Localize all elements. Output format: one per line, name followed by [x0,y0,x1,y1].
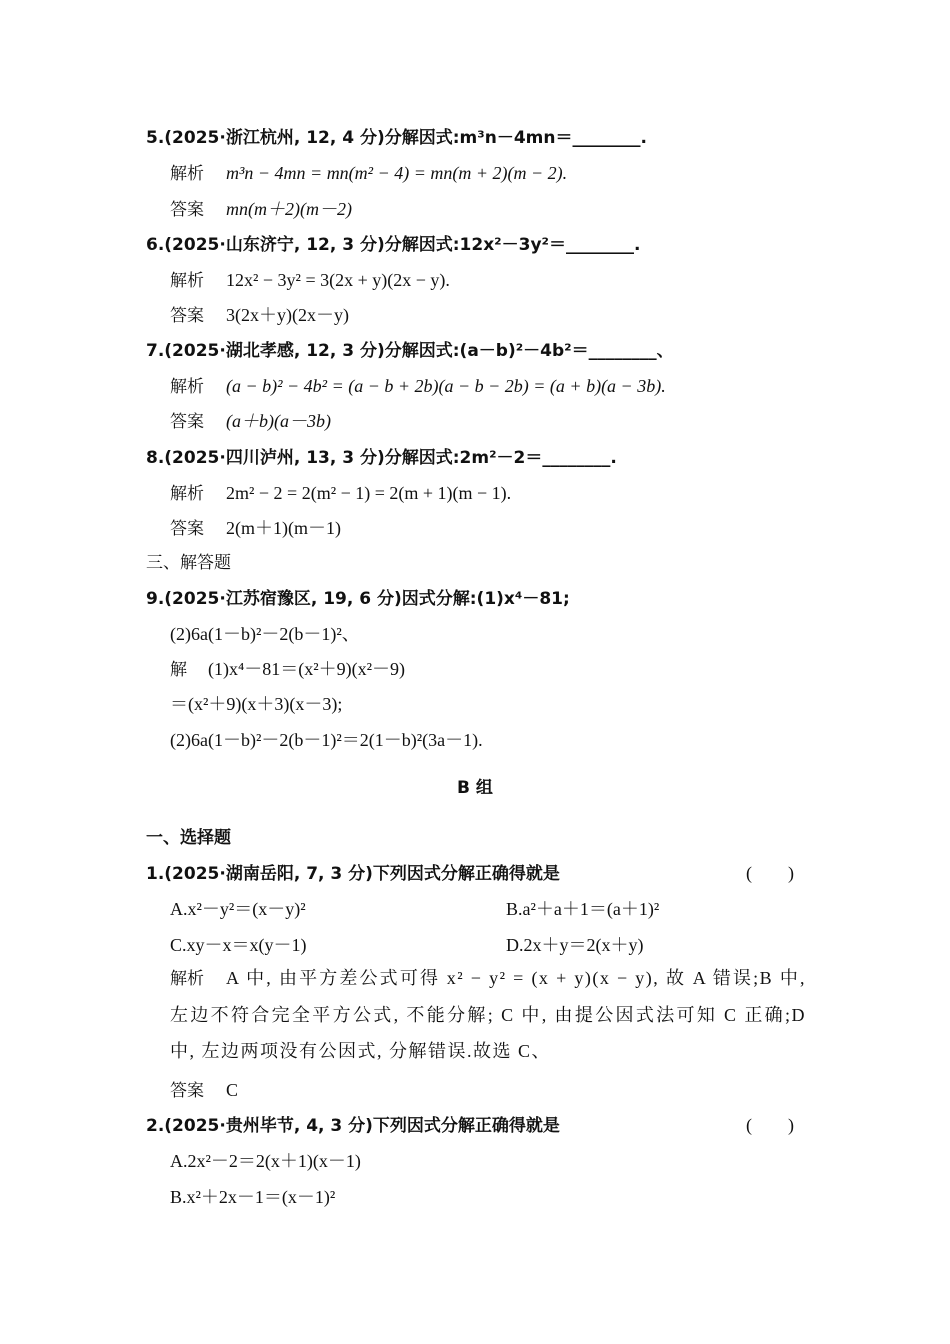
q5-analysis-label: 解析 [170,164,204,184]
b-q1-answer [170,1078,238,1103]
q7-head [146,338,674,363]
b-q1-answer-label: 答案 [170,1081,204,1101]
b-q1-answer-text: C [226,1080,239,1100]
q5-analysis-text: m³n − 4mn = mn(m² − 4) = mn(m + 2)(m − 2). [226,163,568,183]
q6-answer [170,303,349,328]
q5-head-text: 5.(2025·浙江杭州, 12, 4 分)分解因式:m³n－4mn＝________. [146,128,647,148]
q7-analysis-label: 解析 [170,377,204,397]
q9-solution-label: 解 [170,660,187,680]
q6-analysis [170,268,450,293]
q8-analysis-label: 解析 [170,484,204,504]
q5-head [146,125,647,150]
b-q1-analysis-text: A 中, 由平方差公式可得 x² − y² = (x + y)(x − y), 故 A 错误;B 中, 左边不符合完全平方公式, 不能分解; C 中, 由提公因式法可知 C 正确;D 中, 左边两项没有公因式, 分解错误.故选 C、 [170,968,806,1061]
q8-analysis [170,481,511,506]
q9-solution [170,657,405,682]
q6-answer-label: 答案 [170,306,204,326]
b-q2-head [146,1113,560,1138]
q7-answer-text: (a＋b)(a－3b) [226,411,331,431]
b-q1-answer-bracket: ( ) [746,863,794,883]
section1-title: 一、选择题 [146,828,231,848]
b-q1-option-b[interactable]: B.a²＋a＋1＝(a＋1)² [506,899,660,919]
q7-analysis-text: (a − b)² − 4b² = (a − b + 2b)(a − b − 2b) = (a + b)(a − 3b). [226,376,666,396]
q5-answer [170,197,352,222]
b-q1-option-d[interactable]: D.2x＋y＝2(x＋y) [506,935,644,955]
q6-analysis-text: 12x² − 3y² = 3(2x + y)(2x − y). [226,270,450,290]
q8-head-text: 8.(2025·四川泸州, 13, 3 分)分解因式:2m²－2＝________. [146,448,617,468]
q8-answer-label: 答案 [170,519,204,539]
section3-title: 三、解答题 [146,553,231,573]
q5-answer-text: mn(m＋2)(m－2) [226,199,352,219]
q7-answer-label: 答案 [170,412,204,432]
q8-answer-text: 2(m＋1)(m－1) [226,518,341,538]
q9-sol2: ＝(x²＋9)(x＋3)(x－3); [170,694,343,714]
q7-head-text: 7.(2025·湖北孝感, 12, 3 分)分解因式:(a－b)²－4b²＝________、 [146,341,674,361]
q7-analysis [170,374,666,399]
q8-answer [170,516,341,541]
q8-head [146,445,617,470]
b-q1-head-text: 1.(2025·湖南岳阳, 7, 3 分)下列因式分解正确得就是 [146,864,560,884]
q7-answer [170,409,331,434]
group-b-title-text: B 组 [457,778,493,798]
b-q1-analysis [170,960,806,1069]
q9-sol3: (2)6a(1－b)²－2(b－1)²＝2(1－b)²(3a－1). [170,730,483,750]
q5-analysis [170,161,567,186]
b-q1-option-c[interactable]: C.xy－x＝x(y－1) [170,935,307,955]
q9-head-text: 9.(2025·江苏宿豫区, 19, 6 分)因式分解:(1)x⁴－81; [146,589,570,609]
b-q2-answer-bracket: ( ) [746,1115,794,1135]
b-q1-head [146,861,560,886]
q6-head-text: 6.(2025·山东济宁, 12, 3 分)分解因式:12x²－3y²＝________. [146,235,641,255]
q6-analysis-label: 解析 [170,271,204,291]
q9-head [146,586,570,611]
q9-sol1: (1)x⁴－81＝(x²＋9)(x²－9) [208,659,406,679]
b-q1-analysis-label: 解析 [170,969,204,989]
q6-head [146,232,640,257]
q6-answer-text: 3(2x＋y)(2x－y) [226,305,349,325]
group-b-title [0,776,950,800]
q5-answer-label: 答案 [170,200,204,220]
b-q1-option-a[interactable]: A.x²－y²＝(x－y)² [170,899,306,919]
q8-analysis-text: 2m² − 2 = 2(m² − 1) = 2(m + 1)(m − 1). [226,483,512,503]
b-q2-head-text: 2.(2025·贵州毕节, 4, 3 分)下列因式分解正确得就是 [146,1116,560,1136]
b-q2-option-a[interactable]: A.2x²－2＝2(x＋1)(x－1) [170,1151,361,1171]
q9-line2: (2)6a(1－b)²－2(b－1)²、 [170,624,360,644]
b-q2-option-b[interactable]: B.x²＋2x－1＝(x－1)² [170,1187,336,1207]
